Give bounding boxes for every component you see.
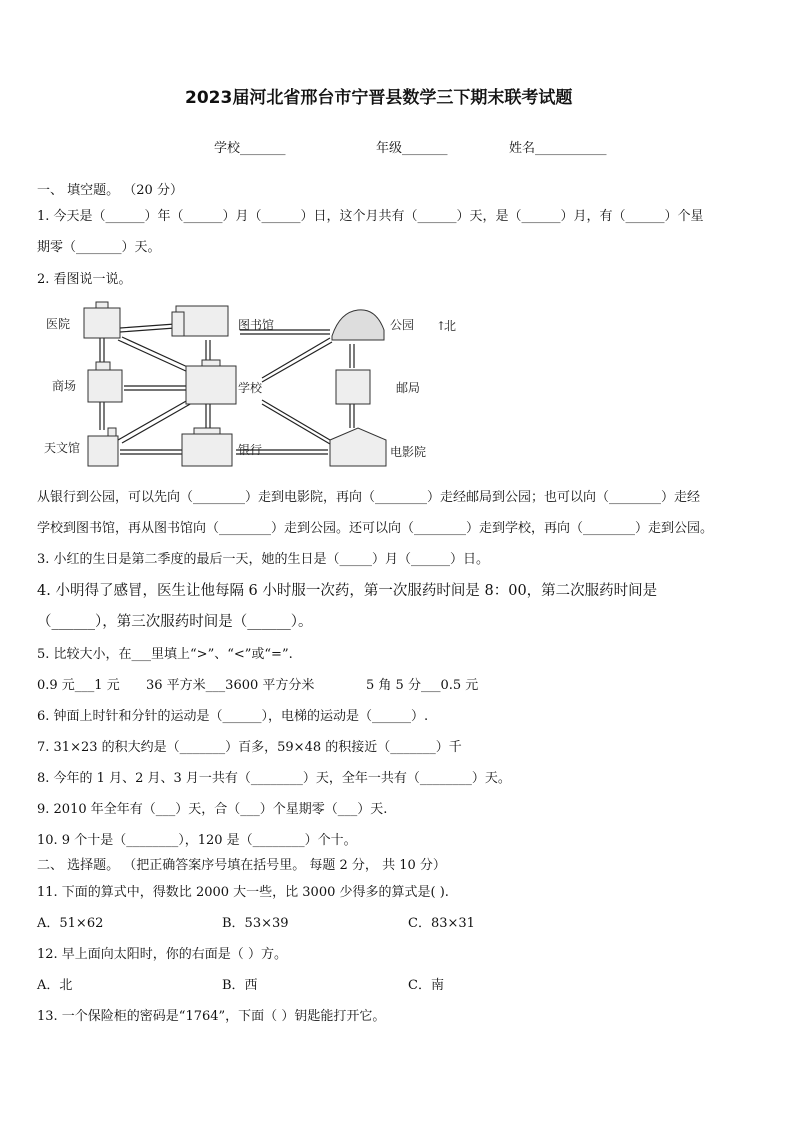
hospital-building-icon (84, 302, 120, 338)
label-north: 北 (444, 319, 457, 333)
section1-heading: 一、 填空题。 （20 分） (37, 183, 183, 198)
library-building-icon (172, 306, 228, 336)
q4-line1: 4. 小明得了感冒，医生让他每隔 6 小时服一次药，第一次服药时间是 8：00，第二次服药时间是 (37, 583, 658, 599)
label-hospital: 医院 (46, 317, 71, 331)
park-icon (332, 310, 384, 340)
q5-text: 5. 比较大小，在___里填上“>”、“<”或“=”. (37, 647, 293, 662)
q10-text: 10. 9 个十是（________），120 是（________）个十。 (37, 833, 357, 848)
label-park: 公园 (390, 318, 415, 332)
postoffice-building-icon (336, 370, 370, 404)
q11-option-c: C．83×31 (408, 916, 475, 931)
q11-option-a: A．51×62 (37, 916, 104, 931)
label-school: 学校 (238, 381, 263, 395)
q9-text: 9. 2010 年全年有（___）天，合（___）个星期零（___）天. (37, 802, 388, 817)
cinema-building-icon (330, 428, 386, 466)
q11-option-b: B．53×39 (222, 916, 289, 931)
q4-line2: （______），第三次服药时间是（______）。 (37, 614, 313, 630)
q6-text: 6. 钟面上时针和分针的运动是（______），电梯的运动是（______）. (37, 709, 429, 724)
q11-text: 11. 下面的算式中，得数比 2000 大一些，比 3000 少得多的算式是( ). (37, 885, 449, 900)
q12-option-b: B．西 (222, 978, 258, 993)
q3-text: 3. 小红的生日是第二季度的最后一天，她的生日是（_____）月（______）日。 (37, 552, 490, 567)
q8-text: 8. 今年的 1 月、2 月、3 月一共有（________）天，全年一共有（________）天。 (37, 771, 511, 786)
label-observatory: 天文馆 (44, 441, 81, 455)
q2-line1: 从银行到公园，可以先向（________）走到电影院，再向（________）走经邮局到公园；也可以向（________）走经 (37, 490, 701, 505)
q5-item-3: 5 角 5 分___0.5 元 (366, 678, 479, 693)
north-arrow-icon: ↑ (436, 319, 447, 333)
mall-building-icon (88, 362, 122, 402)
map-diagram (40, 300, 480, 475)
q7-text: 7. 31×23 的积大约是（_______）百多，59×48 的积接近（_______）千 (37, 740, 462, 755)
school-building-icon (186, 360, 236, 404)
q5-item-1: 0.9 元___1 元 (37, 678, 120, 693)
school-field: 学校_______ (214, 141, 286, 156)
q12-option-c: C．南 (408, 978, 444, 993)
section2-heading: 二、 选择题。 （把正确答案序号填在括号里。 每题 2 分， 共 10 分） (37, 858, 446, 873)
grade-field: 年级_______ (376, 141, 448, 156)
q12-text: 12. 早上面向太阳时，你的右面是（ ）方。 (37, 947, 287, 962)
label-library: 图书馆 (238, 318, 275, 332)
observatory-building-icon (88, 428, 118, 466)
label-postoffice: 邮局 (396, 381, 421, 395)
name-field: 姓名___________ (509, 141, 607, 156)
bank-building-icon (182, 428, 232, 466)
label-bank: 银行 (238, 443, 263, 457)
q12-option-a: A．北 (37, 978, 73, 993)
q5-item-2: 36 平方米___3600 平方分米 (146, 678, 315, 693)
q1-line2: 期零（_______）天。 (37, 240, 161, 255)
q13-text: 13. 一个保险柜的密码是“1764”，下面（ ）钥匙能打开它。 (37, 1009, 386, 1024)
label-mall: 商场 (52, 379, 77, 393)
q1-line1: 1. 今天是（______）年（______）月（______）日，这个月共有（______）天，是（______）月，有（______）个星 (37, 209, 704, 224)
page-title: 2023届河北省邢台市宁晋县数学三下期末联考试题 (185, 88, 573, 108)
label-cinema: 电影院 (390, 445, 427, 459)
q2-prompt: 2. 看图说一说。 (37, 272, 132, 287)
q2-line2: 学校到图书馆，再从图书馆向（________）走到公园。还可以向（________）走到学校，再向（________）走到公园。 (37, 521, 714, 536)
